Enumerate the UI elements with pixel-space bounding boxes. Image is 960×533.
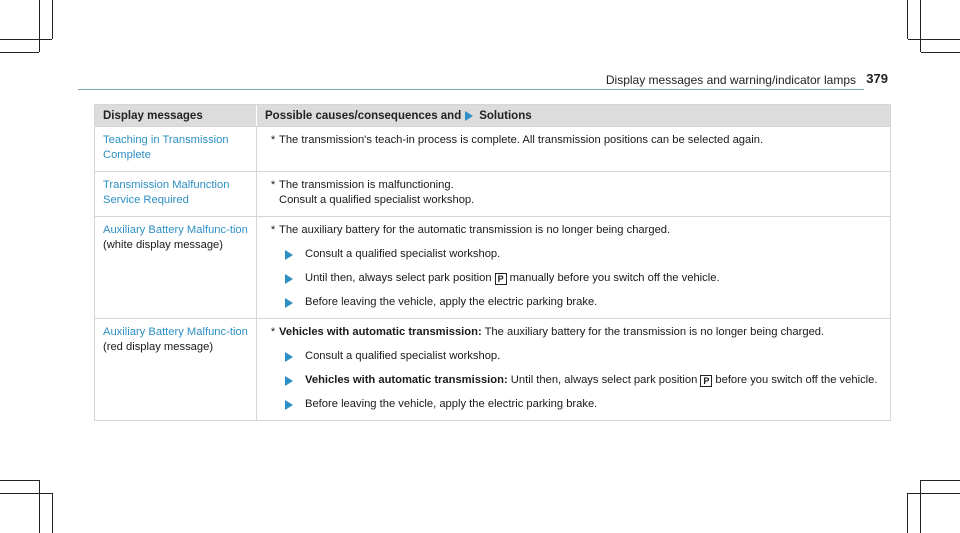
header-rule <box>78 89 864 90</box>
crop-mark <box>907 0 908 39</box>
step-text: Consult a qualified specialist workshop. <box>305 248 501 260</box>
solution-step <box>267 247 882 262</box>
step-text-post: manually before you switch off the vehicle. <box>509 272 720 284</box>
step-text: Before leaving the vehicle, apply the electric parking brake. <box>305 398 598 410</box>
crop-mark <box>920 0 921 52</box>
display-messages-table <box>94 104 891 421</box>
crop-mark <box>39 0 40 52</box>
step-text: Until then, always select park position <box>510 374 698 386</box>
col-header-causes <box>257 105 890 126</box>
col-header-messages: Display messages <box>95 105 257 126</box>
cause-text: The transmission's teach-in process is complete. All transmission positions can be selected again. <box>279 134 764 146</box>
crop-mark <box>920 480 921 533</box>
step-text-post: before you switch off the vehicle. <box>715 374 878 386</box>
col-header-causes-label: Possible causes/consequences and <box>265 109 462 122</box>
table-row <box>95 126 890 171</box>
cause-text: The auxiliary battery for the automatic transmission is no longer being charged. <box>279 224 671 236</box>
crop-mark <box>52 493 53 533</box>
message-cell <box>95 217 257 318</box>
message-cell <box>95 172 257 216</box>
solution-step <box>267 295 882 310</box>
table-header <box>95 105 890 126</box>
cause-cell <box>257 319 890 420</box>
arrow-right-icon <box>285 352 293 362</box>
crop-mark <box>908 39 960 40</box>
cause-text: The transmission is malfunctioning. <box>279 179 454 191</box>
crop-mark <box>0 52 39 53</box>
crop-mark <box>908 493 960 494</box>
crop-mark <box>0 39 52 40</box>
crop-mark <box>907 493 908 533</box>
solution-step <box>267 271 882 286</box>
cause-text: The auxiliary battery for the transmission is no longer being charged. <box>484 326 825 338</box>
cause-bold-text: Vehicles with automatic transmission: <box>279 326 482 338</box>
solution-step <box>267 373 882 388</box>
solution-step <box>267 397 882 412</box>
step-text: Before leaving the vehicle, apply the electric parking brake. <box>305 296 598 308</box>
crop-mark <box>921 480 960 481</box>
table-row <box>95 216 890 318</box>
crop-mark <box>921 52 960 53</box>
message-text: Auxiliary Battery Malfunc-tion <box>103 326 248 338</box>
message-text: Transmission Malfunction Service Required <box>103 179 230 206</box>
cause-text-2: Consult a qualified specialist workshop. <box>279 194 475 206</box>
park-position-icon: P <box>700 375 712 387</box>
table-row <box>95 318 890 420</box>
message-cell <box>95 127 257 171</box>
page-number: 379 <box>866 71 888 86</box>
arrow-right-icon <box>285 400 293 410</box>
crop-mark <box>0 493 52 494</box>
crop-mark <box>0 480 39 481</box>
asterisk-icon: * <box>270 224 276 236</box>
arrow-right-icon <box>285 376 293 386</box>
message-note: (red display message) <box>103 341 214 353</box>
park-position-icon: P <box>495 273 507 285</box>
col-header-solutions-label: Solutions <box>479 109 532 122</box>
cause-cell <box>257 127 890 171</box>
cause-cell <box>257 172 890 216</box>
asterisk-icon: * <box>270 134 276 146</box>
asterisk-icon: * <box>270 179 276 191</box>
message-cell <box>95 319 257 420</box>
asterisk-icon: * <box>270 326 276 338</box>
running-header: Display messages and warning/indicator lamps <box>605 73 856 87</box>
message-note: (white display message) <box>103 239 224 251</box>
crop-mark <box>52 0 53 39</box>
arrow-right-icon <box>285 274 293 284</box>
solution-step <box>267 349 882 364</box>
arrow-right-icon <box>465 111 473 121</box>
step-bold-text: Vehicles with automatic transmission: <box>305 374 508 386</box>
step-text: Consult a qualified specialist workshop. <box>305 350 501 362</box>
table-row <box>95 171 890 216</box>
message-text: Teaching in Transmission Complete <box>103 134 229 161</box>
message-text: Auxiliary Battery Malfunc-tion <box>103 224 248 236</box>
crop-mark <box>39 480 40 533</box>
arrow-right-icon <box>285 298 293 308</box>
arrow-right-icon <box>285 250 293 260</box>
cause-cell <box>257 217 890 318</box>
step-text: Until then, always select park position <box>305 272 492 284</box>
